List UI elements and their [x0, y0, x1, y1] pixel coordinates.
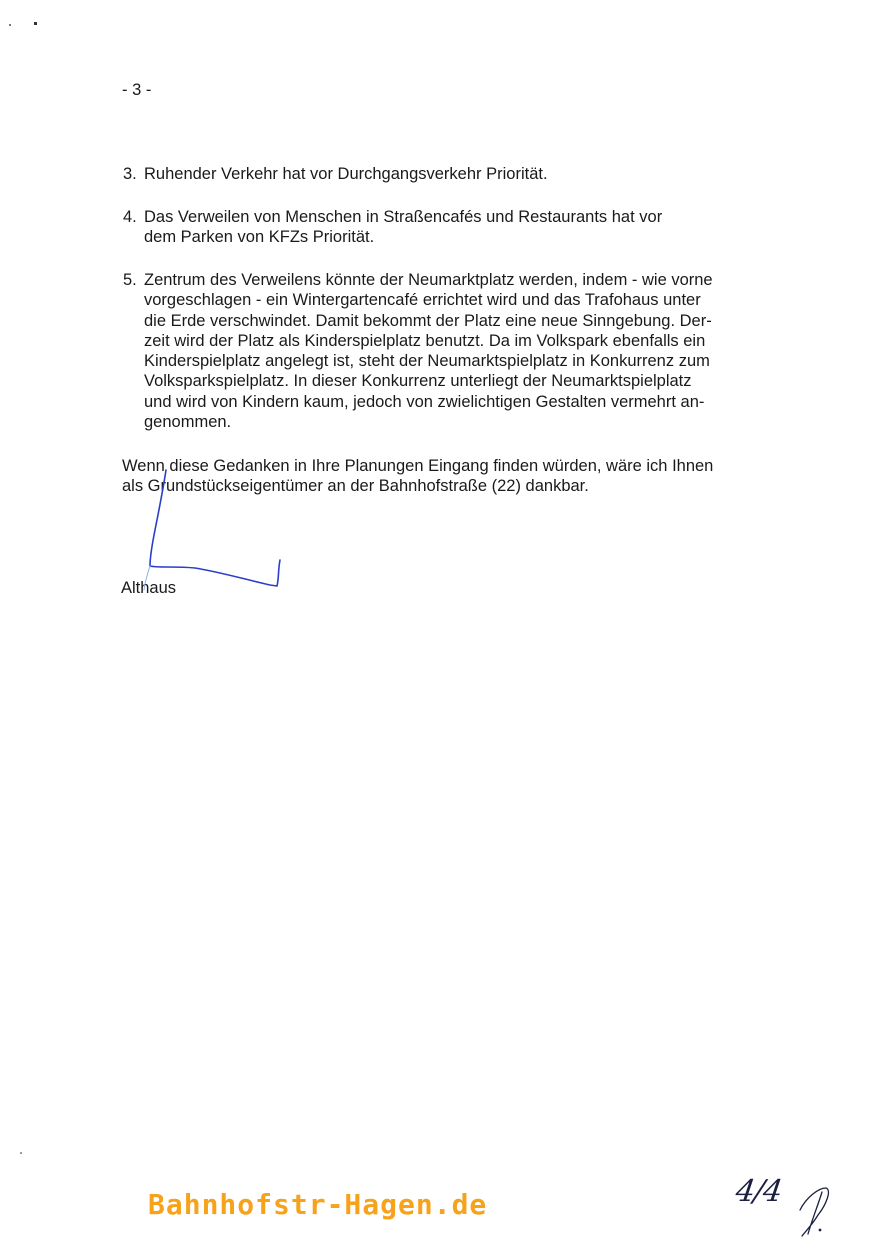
- list-item-line: vorgeschlagen - ein Wintergartencafé errichtet wird und das Trafohaus unter: [144, 291, 701, 310]
- list-item-line: Das Verweilen von Menschen in Straßencafés und Restaurants hat vor: [144, 208, 663, 226]
- list-item-line: die Erde verschwindet. Damit bekommt der Platz eine neue Sinngebung. Der-: [144, 311, 712, 330]
- signature-name: Althaus: [121, 579, 177, 597]
- closing-paragraph: [122, 456, 713, 497]
- list-item-number: 5.: [123, 271, 137, 289]
- list-item-number: 3.: [123, 165, 137, 183]
- list-item-line: zeit wird der Platz als Kinderspielplatz benutzt. Da im Volkspark ebenfalls ein: [144, 331, 706, 350]
- list-item-number: 4.: [123, 208, 137, 226]
- list-item-line: Volksparkspielplatz. In dieser Konkurrenz unterliegt der Neumarktspielplatz: [144, 372, 692, 391]
- closing-line: Wenn diese Gedanken in Ihre Planungen Eingang finden würden, wäre ich Ihnen: [122, 457, 714, 475]
- list-item-line: Kinderspielplatz angelegt ist, steht der Neumarktspielplatz in Konkurrenz zum: [144, 352, 710, 371]
- page-number: - 3 -: [122, 81, 152, 99]
- handwritten-page-mark: 4/4: [733, 1174, 784, 1209]
- handwritten-dot-icon: [819, 1229, 822, 1232]
- list-item: [123, 270, 713, 432]
- list-item-line: Zentrum des Verweilens könnte der Neumarktplatz werden, indem - wie vorne: [144, 271, 713, 289]
- handwritten-initials-icon: [800, 1188, 828, 1236]
- scan-speck: [20, 1152, 22, 1154]
- list-item-line: und wird von Kindern kaum, jedoch von zwielichtigen Gestalten vermehrt an-: [144, 392, 705, 411]
- list-item: [123, 207, 662, 248]
- watermark-brand: Bahnhofstr-Hagen.de: [148, 1188, 488, 1221]
- scan-speck: [9, 24, 11, 26]
- closing-line: als Grundstückseigentümer an der Bahnhofstraße (22) dankbar.: [122, 477, 589, 496]
- list-item-line: genommen.: [144, 413, 232, 432]
- list-item: [123, 164, 548, 184]
- scan-speck: [34, 22, 37, 25]
- list-item-line: Ruhender Verkehr hat vor Durchgangsverkehr Priorität.: [144, 165, 548, 183]
- list-item-line: dem Parken von KFZs Priorität.: [144, 228, 375, 247]
